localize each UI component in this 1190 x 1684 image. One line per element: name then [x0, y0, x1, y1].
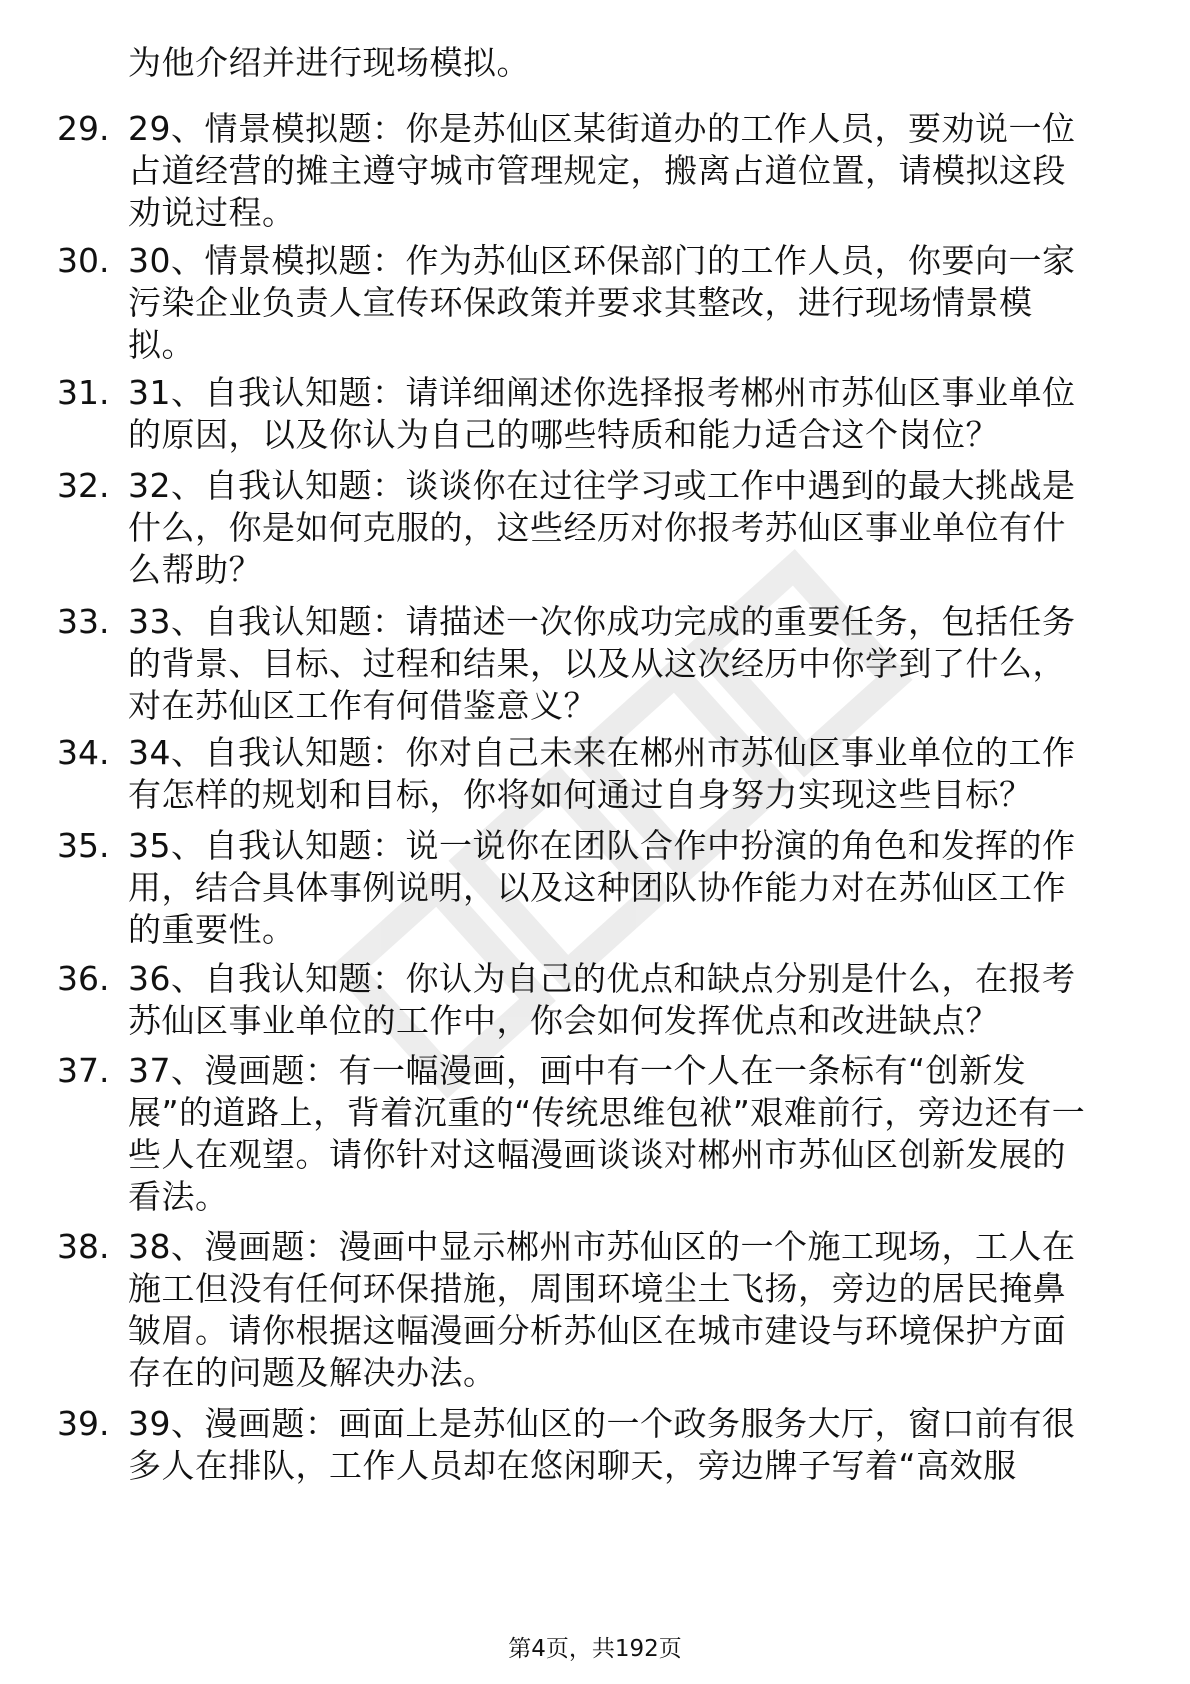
page-number: 第4页，共192页 [508, 1636, 682, 1662]
item-number: 36. [57, 959, 110, 998]
item-text: 30、情景模拟题：作为苏仙区环保部门的工作人员，你要向一家 污染企业负责人宣传环保政策并要求其整改，进行现场情景模 拟。 [128, 241, 1076, 364]
item-number: 29. [57, 109, 110, 148]
item-text: 35、自我认知题：说一说你在团队合作中扮演的角色和发挥的作 用，结合具体事例说明，以及这种团队协作能力对在苏仙区工作 的重要性。 [128, 826, 1076, 949]
item-text: 38、漫画题：漫画中显示郴州市苏仙区的一个施工现场，工人在 施工但没有任何环保措施，周围环境尘土飞扬，旁边的居民掩鼻 皱眉。请你根据这幅漫画分析苏仙区在城市建设与环境保护方面 存在的问题及解决办法。 [128, 1227, 1076, 1392]
item-number: 35. [57, 826, 110, 865]
item-text: 29、情景模拟题：你是苏仙区某街道办的工作人员，要劝说一位 占道经营的摊主遵守城市管理规定，搬离占道位置，请模拟这段 劝说过程。 [128, 109, 1076, 232]
item-text: 39、漫画题：画面上是苏仙区的一个政务服务大厅，窗口前有很 多人在排队，工作人员却在悠闲聊天，旁边牌子写着“高效服 [128, 1404, 1076, 1485]
item-text: 34、自我认知题：你对自己未来在郴州市苏仙区事业单位的工作 有怎样的规划和目标，你将如何通过自身努力实现这些目标？ [128, 733, 1076, 814]
item-text: 32、自我认知题：谈谈你在过往学习或工作中遇到的最大挑战是 什么，你是如何克服的，这些经历对你报考苏仙区事业单位有什 么帮助？ [128, 466, 1076, 589]
item-text: 33、自我认知题：请描述一次你成功完成的重要任务，包括任务 的背景、目标、过程和结果，以及从这次经历中你学到了什么， 对在苏仙区工作有何借鉴意义？ [128, 602, 1076, 725]
item-number: 39. [57, 1404, 110, 1443]
item-number: 37. [57, 1051, 110, 1090]
item-number: 32. [57, 466, 110, 505]
item-text: 36、自我认知题：你认为自己的优点和缺点分别是什么，在报考 苏仙区事业单位的工作中，你会如何发挥优点和改进缺点？ [128, 959, 1076, 1040]
item-number: 30. [57, 241, 110, 280]
item-number: 31. [57, 373, 110, 412]
item-text: 31、自我认知题：请详细阐述你选择报考郴州市苏仙区事业单位 的原因，以及你认为自己的哪些特质和能力适合这个岗位？ [128, 373, 1076, 454]
item-number: 34. [57, 733, 110, 772]
item-number: 38. [57, 1227, 110, 1266]
item-number: 33. [57, 602, 110, 641]
continued-text: 为他介绍并进行现场模拟。 [128, 43, 530, 82]
item-text: 37、漫画题：有一幅漫画，画中有一个人在一条标有“创新发 展”的道路上，背着沉重的“传统思维包袱”艰难前行，旁边还有一 些人在观望。请你针对这幅漫画谈谈对郴州市苏仙区创新发展的 看法。 [128, 1051, 1086, 1216]
